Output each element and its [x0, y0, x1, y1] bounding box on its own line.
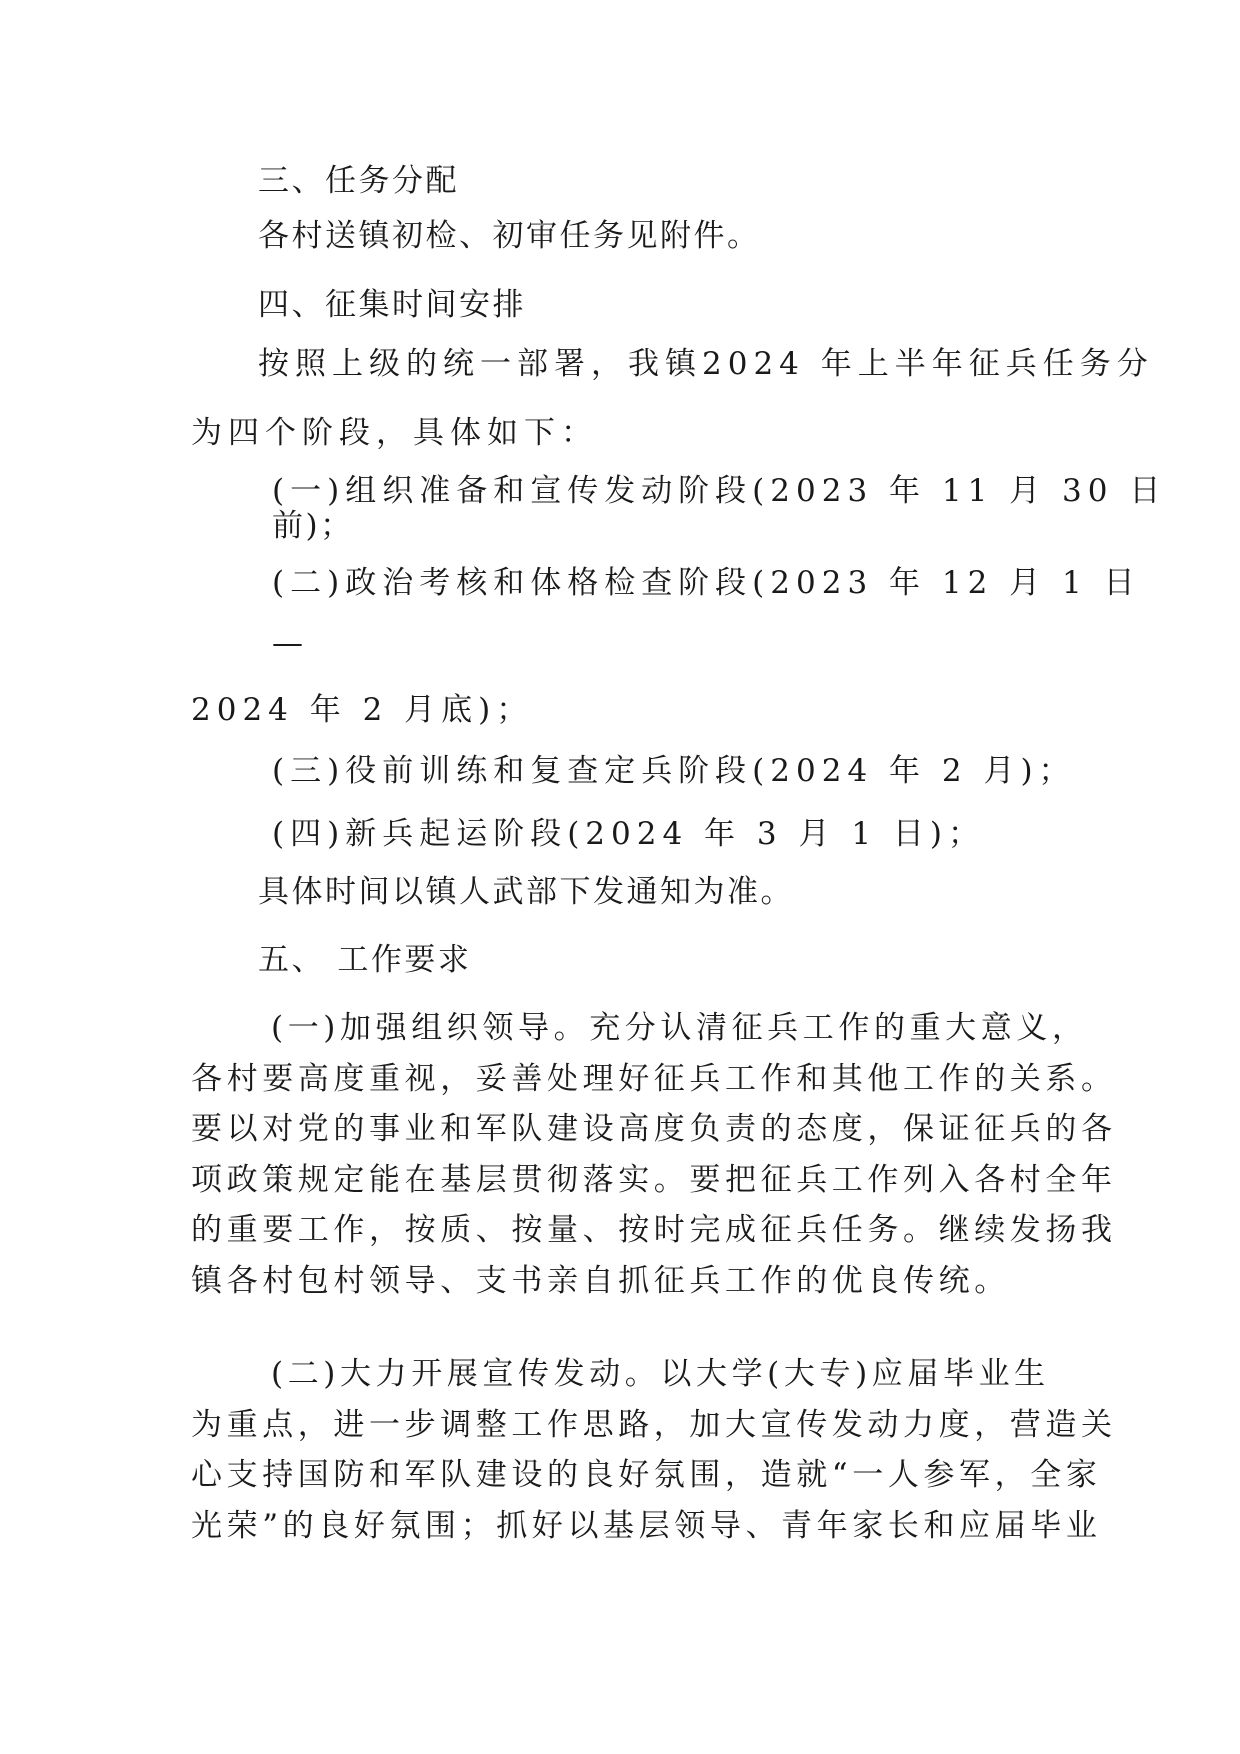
stage-2-line-1: (二)政治考核和体格检查阶段(2023 年 12 月 1 日 — [272, 565, 1141, 601]
requirement-2-line-2: 为重点，进一步调整工作思路，加大宣传发动力度，营造关 — [191, 1406, 1117, 1443]
section-5-heading: 五、 工作要求 — [258, 942, 472, 978]
section-4-intro-line-1: 按照上级的统一部署，我镇2024 年上半年征兵任务分 — [258, 346, 1154, 382]
requirement-paragraph-1 — [191, 1003, 1117, 1306]
requirement-1-line-6: 镇各村包村领导、支书亲自抓征兵工作的优良传统。 — [191, 1262, 1010, 1299]
requirement-2-line-3: 心支持国防和军队建设的良好氛围，造就“一人参军，全家 — [191, 1457, 1102, 1493]
stage-1-line-2: 前)； — [272, 508, 354, 544]
section-4-note: 具体时间以镇人武部下发通知为准。 — [258, 874, 794, 910]
requirement-1-line-4: 项政策规定能在基层贯彻落实。要把征兵工作列入各村全年 — [191, 1161, 1117, 1198]
requirement-1-line-1: (一)加强组织领导。充分认清征兵工作的重大意义， — [271, 1010, 1088, 1046]
stage-4: (四)新兵起运阶段(2024 年 3 月 1 日)； — [272, 816, 985, 852]
section-4-heading: 四、征集时间安排 — [258, 287, 526, 323]
section-3-text: 各村送镇初检、初审任务见附件。 — [258, 218, 761, 254]
requirement-1-line-2: 各村要高度重视，妥善处理好征兵工作和其他工作的关系。 — [191, 1060, 1117, 1097]
stage-1-line-1: (一)组织准备和宣传发动阶段(2023 年 11 月 30 日 — [272, 473, 1167, 509]
stage-2-line-3: 2024 年 2 月底)； — [191, 692, 534, 728]
requirement-1-line-3: 要以对党的事业和军队建设高度负责的态度，保证征兵的各 — [191, 1111, 1117, 1147]
requirement-2-line-4: 光荣”的良好氛围；抓好以基层领导、青年家长和应届毕业 — [191, 1507, 1102, 1544]
stage-3: (三)役前训练和复查定兵阶段(2024 年 2 月)； — [272, 753, 1076, 789]
section-4-intro-line-2: 为四个阶段，具体如下： — [191, 415, 598, 451]
requirement-2-line-1: (二)大力开展宣传发动。以大学(大专)应届毕业生 — [271, 1356, 1050, 1392]
requirement-1-line-5: 的重要工作，按质、按量、按时完成征兵任务。继续发扬我 — [191, 1212, 1117, 1248]
section-3-heading: 三、任务分配 — [258, 163, 459, 199]
requirement-paragraph-2 — [191, 1349, 1117, 1551]
stage-2-line-2: — — [272, 625, 306, 661]
